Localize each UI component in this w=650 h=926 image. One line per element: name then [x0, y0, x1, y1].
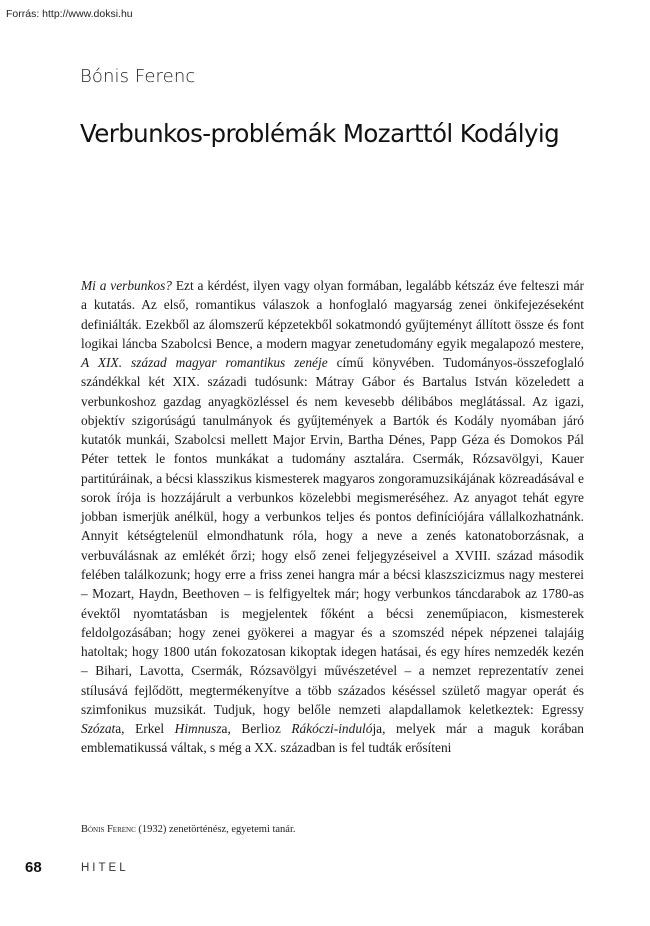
- author-footnote: [81, 824, 296, 835]
- footnote-text: (1932) zenetörténész, egyetemi tanár.: [135, 824, 296, 835]
- body-text: a, Erkel: [115, 721, 175, 737]
- body-italic-work: Himnusz: [174, 721, 222, 737]
- source-label: Forrás: http://www.doksi.hu: [6, 8, 133, 20]
- body-text: a, Berlioz: [221, 721, 292, 737]
- body-text: ja, melyek már a maguk korában emblematikussá váltak, s még a XX. században is fel tudták erősíteni: [81, 721, 585, 756]
- footnote-author-name: Bónis Ferenc: [81, 824, 136, 835]
- body-text: Ezt a kérdést, ilyen vagy olyan formában, legalább kétszáz éve felteszi már a kutatás. Az első, romantikus válaszok a honfoglaló magyarság zenei önkifejezéseként definiálták. Ezekből az álomszerű képzetekből sokatmondó gyűjteményt állított össze és font logikai láncba Szabolcsi Bence, a modern magyar zenetudomány egyik megalapozó mestere,: [81, 278, 584, 351]
- body-italic-work: Rákóczi-induló: [291, 721, 373, 737]
- body-italic-work: Szózat: [81, 721, 116, 737]
- body-italic-question: Mi a verbunkos?: [81, 278, 172, 293]
- journal-name: HITEL: [81, 862, 129, 874]
- article-title: Verbunkos-problémák Mozarttól Kodályig: [80, 119, 560, 148]
- body-text: című könyvében. Tudományos-összefoglaló szándékkal két XIX. századi tudósunk: Mátray Gábor és Bartalus István közeledett a verbunkoshoz gazdag anyagközléssel és nem kevesebb délibábos meglátással. Az igazi, objektív szigorúságú tanulmányok és gyűjtemények a Bartók és Kodály nyomában járó kutatók munkái, Szabolcsi mellett Major Ervin, Bartha Dénes, Papp Géza és Domokos Pál Péter tettek le fontos munkákat a tudomány asztalára. Csermák, Rózsavölgyi, Kauer partitúráinak, a bécsi klasszikus kismesterek magyaros zongoramuzsikájának közreadásával e sorok írója is hozzájárult a verbunkos közelebbi megismeréséhez. Az anyagot tehát egyre jobban ismerjük anélkül, hogy a verbunkos teljes és pontos definíciójára vállalkozhatnánk. Annyit kétségtelenül elmondhatunk róla, hogy a neve a zenés katonatoborzásnak, a verbuválásnak az emlékét őrzi; hogy első zenei feljegyzéseivel a XVIII. század második felében találkozunk; hogy erre a friss zenei hangra már a bécsi klaszszicizmus nagy mesterei – Mozart, Haydn, Beethoven – is felfigyeltek már; hogy verbunkos táncdarabok az 1780-as évektől nyomtatásban is megjelentek főként a bécsi zeneműpiacon, kismesterek feldolgozásában; hogy zenei gyökerei a magyar és a szomszéd népek népzenei talajáig hatoltak; hogy 1800 után fokozatosan kikoptak idegen hatásai, és egy híres nemzedék kezén – Bihari, Lavotta, Csermák, Rózsavölgyi művészetével – a nemzet reprezentatív zenei stílusává fejlődött, megtermékenyítve a több százados késéssel születő magyar operát és szimfonikus muzsikát. Tudjuk, hogy belőle nemzeti alapdallamok keletkeztek: Egressy: [81, 355, 584, 717]
- page-number: 68: [25, 859, 42, 876]
- author-name: Bónis Ferenc: [80, 66, 196, 87]
- body-italic-book-title: A XIX. század magyar romantikus zenéje: [81, 355, 328, 371]
- article-body: [81, 276, 584, 758]
